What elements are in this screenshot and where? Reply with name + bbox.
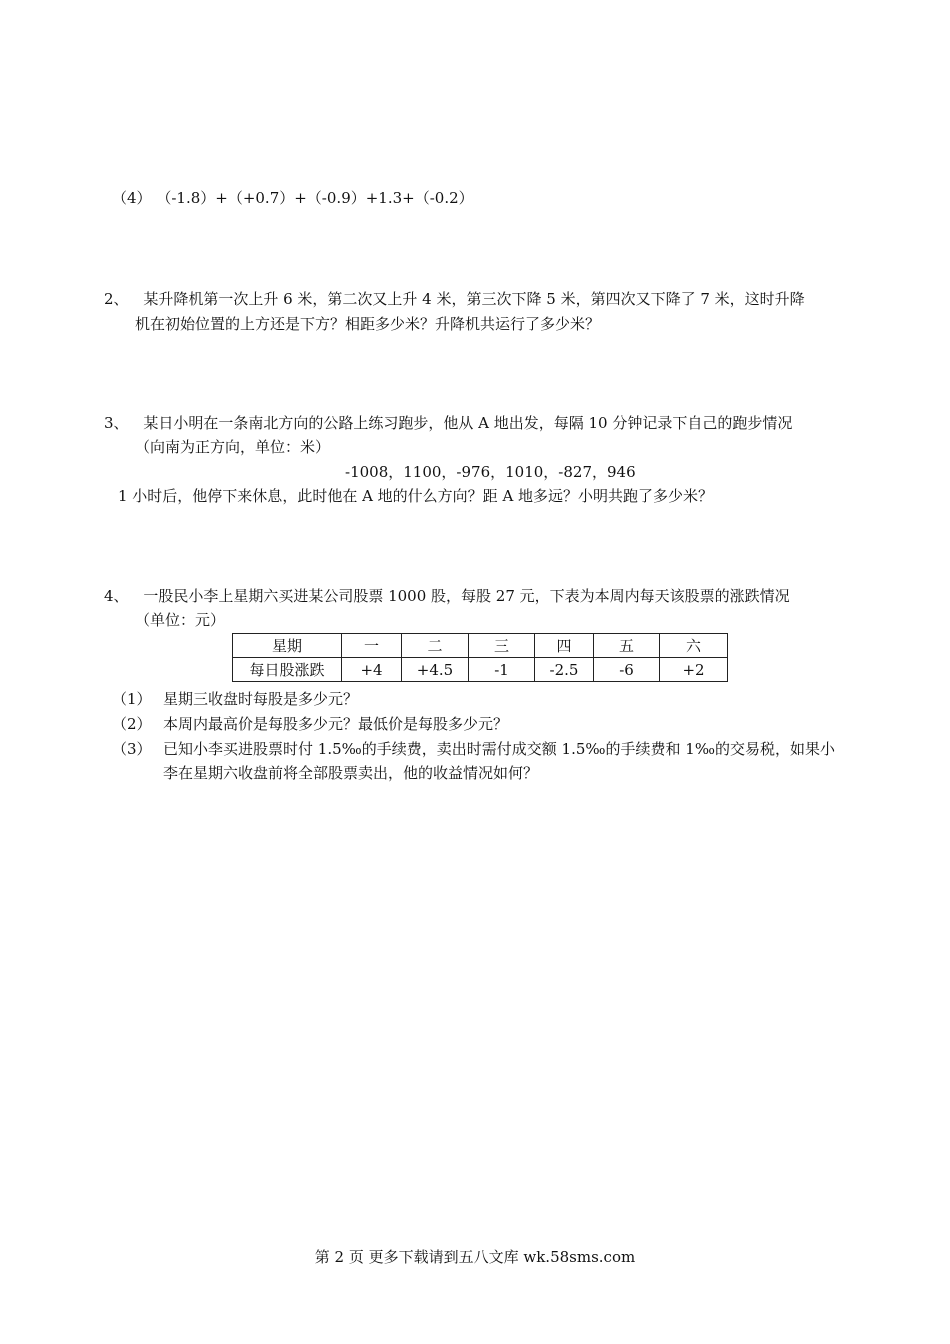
problem4-sub3-text: 已知小李买进股票时付 1.5‰的手续费，卖出时需付成交额 1.5‰的手续费和 1‰的交易税，如果小 [163,740,835,758]
problem4-sub3-label: （3） [112,740,152,758]
problem4-sub1 [112,689,359,709]
problem4-text-line1: 一股民小李上星期六买进某公司股票 1000 股，每股 27 元，下表为本周内每天该股票的涨跌情况 [143,587,790,605]
table-row-values [233,658,728,682]
problem4-sub2 [112,714,509,734]
table-cell-header-wed: 三 [469,634,535,658]
problem1-part4-expression: （-1.8）+（+0.7）+（-0.9）+1.3+（-0.2） [156,189,474,207]
table-cell-sat: +2 [660,658,728,682]
problem2-line1 [104,289,805,309]
problem4-sub3 [112,739,835,759]
table-cell-mon: +4 [342,658,402,682]
table-row-header [233,634,728,658]
problem4-sub1-label: （1） [112,690,152,708]
table-cell-wed: -1 [469,658,535,682]
table-cell-header-fri: 五 [594,634,660,658]
problem4-line1 [104,586,790,606]
table-cell-header-mon: 一 [342,634,402,658]
problem1-part4 [112,188,474,208]
problem4-sub1-text: 星期三收盘时每股是多少元？ [163,690,359,708]
table-cell-header-thu: 四 [535,634,594,658]
table-cell-header-tue: 二 [402,634,469,658]
table-cell-thu: -2.5 [535,658,594,682]
problem3-number: 3、 [104,414,129,432]
table-cell-fri: -6 [594,658,660,682]
problem2-number: 2、 [104,290,129,308]
problem3-data-line: -1008，1100，-976，1010，-827，946 [345,463,636,481]
problem1-part4-label: （4） [112,189,152,207]
problem4-sub2-label: （2） [112,715,152,733]
problem4-sub3-text2: 李在星期六收盘前将全部股票卖出，他的收益情况如何？ [163,764,539,782]
page-footer: 第 2 页 更多下载请到五八文库 wk.58sms.com [314,1248,636,1266]
stock-change-table [232,633,728,682]
problem2-text-line2: 机在初始位置的上方还是下方？相距多少米？升降机共运行了多少米？ [135,315,601,333]
problem4-text-line2: （单位：元） [135,611,226,629]
problem3-line1 [104,413,792,433]
problem4-sub2-text: 本周内最高价是每股多少元？最低价是每股多少元？ [163,715,509,733]
problem2-text-line1: 某升降机第一次上升 6 米，第二次又上升 4 米，第三次下降 5 米，第四次又下降了 7 米，这时升降 [143,290,805,308]
problem3-text-line1: 某日小明在一条南北方向的公路上练习跑步，他从 A 地出发，每隔 10 分钟记录下自己的跑步情况 [143,414,793,432]
table-cell-header-label: 星期 [233,634,342,658]
table-cell-header-sat: 六 [660,634,728,658]
table-cell-tue: +4.5 [402,658,469,682]
problem3-text-line2: （向南为正方向，单位：米） [135,438,331,456]
problem4-number: 4、 [104,587,129,605]
problem3-question: 1 小时后，他停下来休息，此时他在 A 地的什么方向？距 A 地多远？小明共跑了多少米？ [118,487,714,505]
table-cell-row-label: 每日股涨跌 [233,658,342,682]
